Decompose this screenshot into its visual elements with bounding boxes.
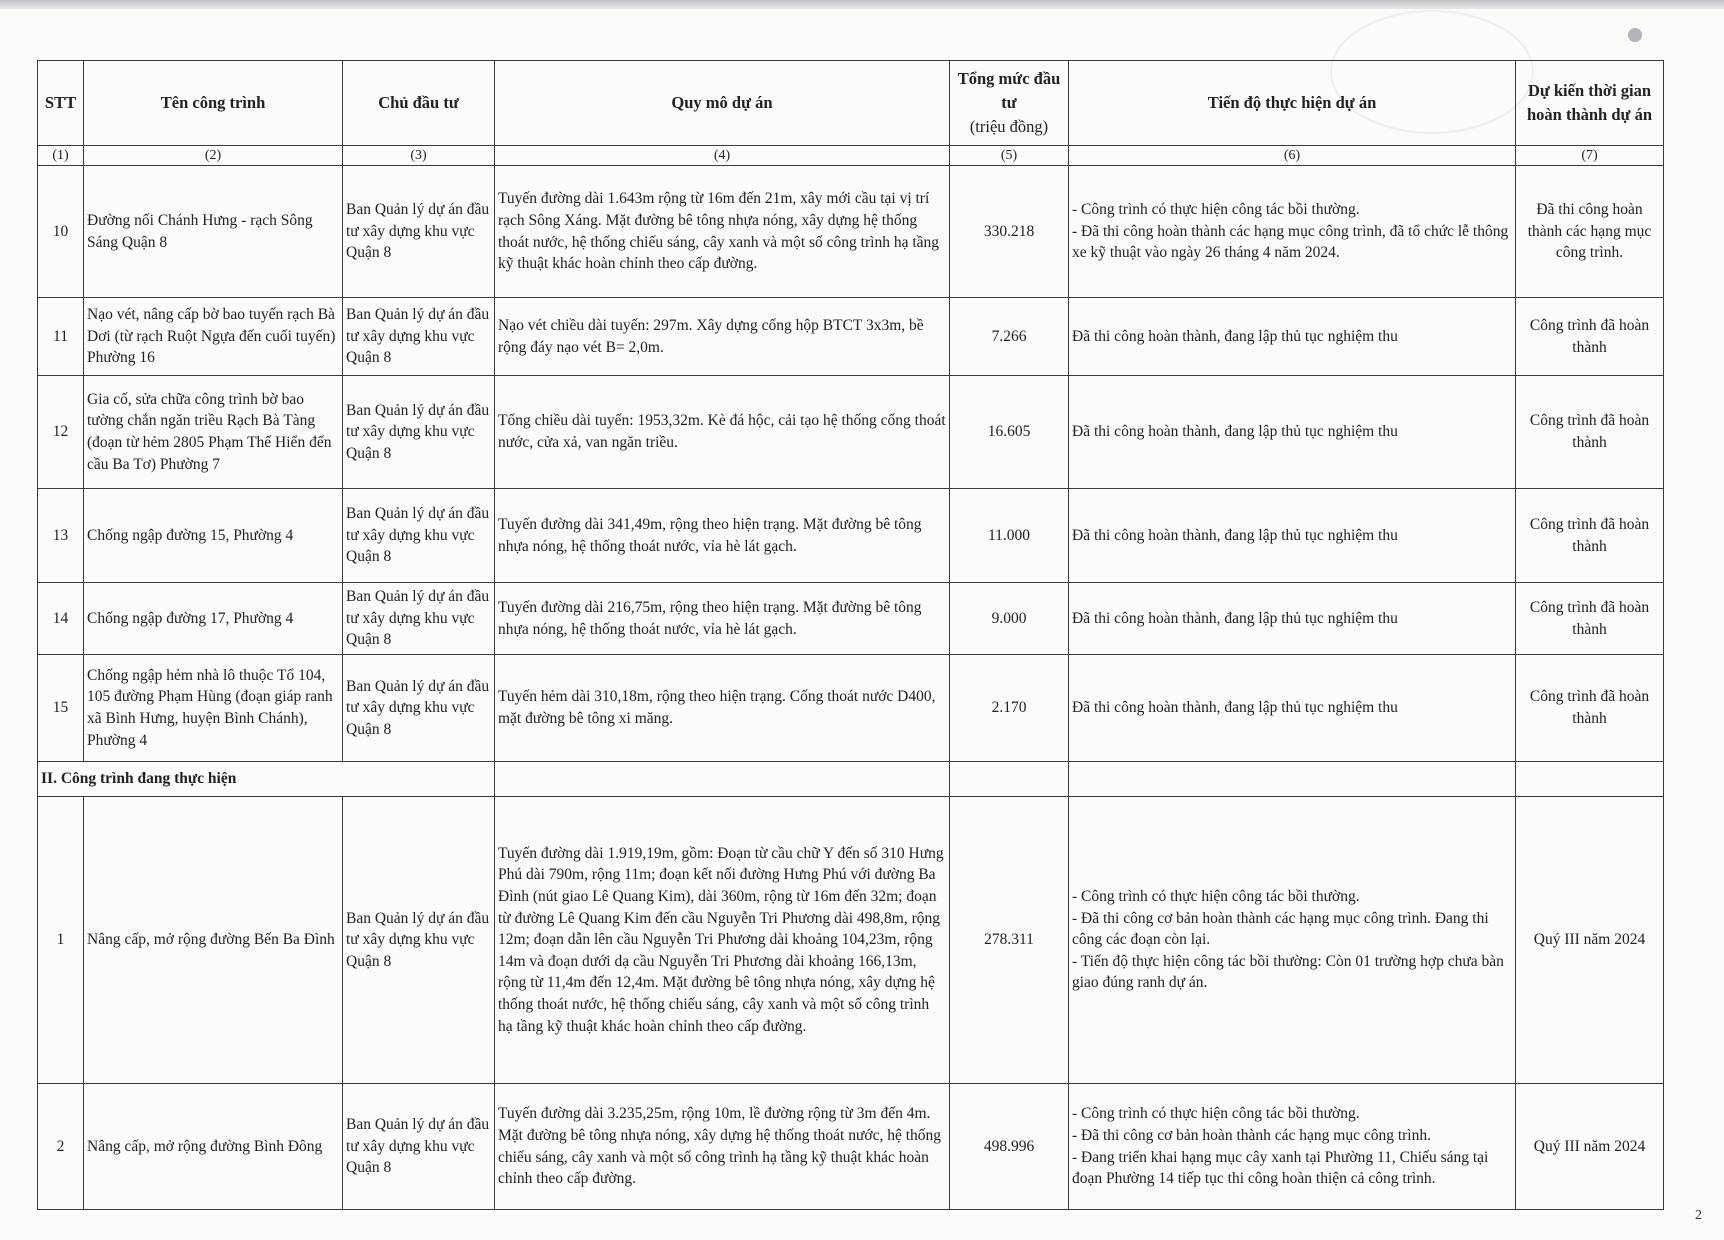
investment-cell: 9.000 (950, 583, 1069, 655)
col-header-chu-dau-tu: Chủ đầu tư (343, 61, 495, 146)
scan-speck (1628, 28, 1642, 42)
progress-cell (1069, 489, 1516, 583)
col-header-tien-do: Tiến độ thực hiện dự án (1069, 61, 1516, 146)
scale-cell: Nạo vét chiều dài tuyến: 297m. Xây dựng cống hộp BTCT 3x3m, bề rộng đáy nạo vét B= 2,0m. (495, 298, 950, 376)
progress-line: - Công trình có thực hiện công tác bồi thường. (1072, 201, 1360, 219)
progress-line: - Công trình có thực hiện công tác bồi thường. (1072, 1105, 1360, 1123)
completion-cell: Công trình đã hoàn thành (1516, 376, 1664, 489)
scale-cell: Tuyến đường dài 3.235,25m, rộng 10m, lề đường rộng từ 3m đến 4m. Mặt đường bê tông nhựa nóng, xây dựng hệ thống thoát nước, hệ thống chiếu sáng, cây xanh và một số công trình hạ tầng kỹ thuật khác hoàn chỉnh theo cấp đường. (495, 1084, 950, 1210)
completion-cell: Công trình đã hoàn thành (1516, 583, 1664, 655)
stt-cell: 12 (38, 376, 84, 489)
investment-cell: 498.996 (950, 1084, 1069, 1210)
progress-cell (1069, 797, 1516, 1084)
stt-cell: 15 (38, 655, 84, 762)
table-row (38, 1084, 1664, 1210)
table-row (38, 166, 1664, 298)
progress-cell (1069, 655, 1516, 762)
scale-cell: Tuyến hẻm dài 310,18m, rộng theo hiện trạng. Cống thoát nước D400, mặt đường bê tông xi măng. (495, 655, 950, 762)
investor-cell: Ban Quản lý dự án đầu tư xây dựng khu vực Quận 8 (343, 166, 495, 298)
table-row (38, 655, 1664, 762)
section-title: II. Công trình đang thực hiện (38, 762, 495, 797)
investor-cell: Ban Quản lý dự án đầu tư xây dựng khu vực Quận 8 (343, 583, 495, 655)
section-blank (950, 762, 1069, 797)
completion-cell: Quý III năm 2024 (1516, 1084, 1664, 1210)
project-name-cell: Nâng cấp, mở rộng đường Bình Đông (84, 1084, 343, 1210)
progress-line: Đã thi công hoàn thành, đang lập thủ tục nghiệm thu (1072, 699, 1398, 717)
investment-cell: 11.000 (950, 489, 1069, 583)
progress-line: Đã thi công hoàn thành, đang lập thủ tục nghiệm thu (1072, 327, 1398, 345)
section-blank (1516, 762, 1664, 797)
progress-cell (1069, 1084, 1516, 1210)
investment-cell: 330.218 (950, 166, 1069, 298)
project-table (37, 60, 1664, 1210)
scan-edge (0, 0, 1724, 9)
investor-cell: Ban Quản lý dự án đầu tư xây dựng khu vực Quận 8 (343, 797, 495, 1084)
investment-cell: 7.266 (950, 298, 1069, 376)
col-header-tong-muc (950, 61, 1069, 146)
completion-cell: Công trình đã hoàn thành (1516, 655, 1664, 762)
scale-cell: Tuyến đường dài 341,49m, rộng theo hiện trạng. Mặt đường bê tông nhựa nóng, hệ thống thoát nước, vỉa hè lát gạch. (495, 489, 950, 583)
completion-cell: Đã thi công hoàn thành các hạng mục công trình. (1516, 166, 1664, 298)
project-name-cell: Nạo vét, nâng cấp bờ bao tuyến rạch Bà Dơi (từ rạch Ruột Ngựa đến cuối tuyến) Phường 16 (84, 298, 343, 376)
investment-cell: 278.311 (950, 797, 1069, 1084)
investment-cell: 16.605 (950, 376, 1069, 489)
section-blank (495, 762, 950, 797)
index-cell: (3) (343, 146, 495, 166)
stt-cell: 10 (38, 166, 84, 298)
project-name-cell: Nâng cấp, mở rộng đường Bến Ba Đình (84, 797, 343, 1084)
progress-line: Đã thi công hoàn thành, đang lập thủ tục nghiệm thu (1072, 423, 1398, 441)
completion-cell: Công trình đã hoàn thành (1516, 489, 1664, 583)
progress-line: - Công trình có thực hiện công tác bồi thường. (1072, 888, 1360, 906)
index-cell: (7) (1516, 146, 1664, 166)
progress-cell (1069, 376, 1516, 489)
index-cell: (4) (495, 146, 950, 166)
project-name-cell: Chống ngập hẻm nhà lô thuộc Tổ 104, 105 đường Phạm Hùng (đoạn giáp ranh xã Bình Hưng, huyện Bình Chánh), Phường 4 (84, 655, 343, 762)
section-row (38, 762, 1664, 797)
table-row (38, 797, 1664, 1084)
progress-line: - Đã thi công cơ bản hoàn thành các hạng mục công trình. Đang thi công các đoạn còn lại. (1072, 909, 1489, 949)
col-header-stt: STT (38, 61, 84, 146)
index-cell: (6) (1069, 146, 1516, 166)
table-row (38, 583, 1664, 655)
progress-line: Đã thi công hoàn thành, đang lập thủ tục nghiệm thu (1072, 609, 1398, 627)
project-name-cell: Chống ngập đường 15, Phường 4 (84, 489, 343, 583)
scale-cell: Tuyến đường dài 216,75m, rộng theo hiện trạng. Mặt đường bê tông nhựa nóng, hệ thống thoát nước, vỉa hè lát gạch. (495, 583, 950, 655)
investor-cell: Ban Quản lý dự án đầu tư xây dựng khu vực Quận 8 (343, 655, 495, 762)
section-blank (1069, 762, 1516, 797)
investor-cell: Ban Quản lý dự án đầu tư xây dựng khu vực Quận 8 (343, 298, 495, 376)
index-cell: (5) (950, 146, 1069, 166)
progress-line: - Đã thi công hoàn thành các hạng mục công trình, đã tổ chức lễ thông xe kỹ thuật vào ngày 26 tháng 4 năm 2024. (1072, 222, 1509, 262)
investment-cell: 2.170 (950, 655, 1069, 762)
progress-line: Đã thi công hoàn thành, đang lập thủ tục nghiệm thu (1072, 526, 1398, 544)
progress-cell (1069, 583, 1516, 655)
index-cell: (2) (84, 146, 343, 166)
investor-cell: Ban Quản lý dự án đầu tư xây dựng khu vực Quận 8 (343, 489, 495, 583)
page-number: 2 (1695, 1208, 1702, 1223)
progress-cell (1069, 298, 1516, 376)
index-cell: (1) (38, 146, 84, 166)
progress-line: - Đã thi công cơ bản hoàn thành các hạng mục công trình. (1072, 1126, 1431, 1144)
project-name-cell: Đường nối Chánh Hưng - rạch Sông Sáng Quận 8 (84, 166, 343, 298)
project-name-cell: Chống ngập đường 17, Phường 4 (84, 583, 343, 655)
tong-muc-unit: (triệu đồng) (969, 117, 1049, 136)
header-row (38, 61, 1664, 146)
scale-cell: Tổng chiều dài tuyến: 1953,32m. Kè đá hộc, cải tạo hệ thống cống thoát nước, cửa xả, van ngăn triều. (495, 376, 950, 489)
stt-cell: 1 (38, 797, 84, 1084)
index-row (38, 146, 1664, 166)
table-row (38, 298, 1664, 376)
col-header-ten: Tên công trình (84, 61, 343, 146)
stt-cell: 13 (38, 489, 84, 583)
progress-line: - Đang triển khai hạng mục cây xanh tại Phường 11, Chiếu sáng tại đoạn Phường 14 tiếp tục thi công hoàn thiện cả công trình. (1072, 1148, 1489, 1188)
tong-muc-label: Tổng mức đầu tư (957, 69, 1061, 112)
investor-cell: Ban Quản lý dự án đầu tư xây dựng khu vực Quận 8 (343, 376, 495, 489)
progress-line: - Tiến độ thực hiện công tác bồi thường: Còn 01 trường hợp chưa bàn giao đúng ranh dự án. (1072, 952, 1504, 992)
scale-cell: Tuyến đường dài 1.919,19m, gồm: Đoạn từ cầu chữ Y đến số 310 Hưng Phú dài 790m, rộng 11m; đoạn kết nối đường Hưng Phú với đường Ba Đình (nút giao Lê Quang Kim), dài 360m, rộng từ 16m đến 32m; đoạn từ đường Lê Quang Kim đến cầu Nguyễn Tri Phương dài 498,8m, rộng 12m; đoạn dẫn lên cầu Nguyễn Tri Phương dài khoảng 104,23m, rộng 14m và đoạn dưới dạ cầu Nguyễn Tri Phương dài khoảng 166,13m, rộng từ 11,4m đến 12,4m. Mặt đường bê tông nhựa nóng, xây dựng hệ thống thoát nước, hệ thống chiếu sáng, cây xanh và một số công trình hạ tầng kỹ thuật khác hoàn chỉnh theo cấp đường. (495, 797, 950, 1084)
col-header-quy-mo: Quy mô dự án (495, 61, 950, 146)
investor-cell: Ban Quản lý dự án đầu tư xây dựng khu vực Quận 8 (343, 1084, 495, 1210)
scale-cell: Tuyến đường dài 1.643m rộng từ 16m đến 21m, xây mới cầu tại vị trí rạch Sông Xáng. Mặt đường bê tông nhựa nóng, xây dựng hệ thống thoát nước, hệ thống chiếu sáng, cây xanh và một số công trình hạ tầng kỹ thuật khác hoàn chỉnh theo cấp đường. (495, 166, 950, 298)
table-row (38, 376, 1664, 489)
stt-cell: 14 (38, 583, 84, 655)
stt-cell: 11 (38, 298, 84, 376)
table-row (38, 489, 1664, 583)
progress-cell (1069, 166, 1516, 298)
stt-cell: 2 (38, 1084, 84, 1210)
completion-cell: Công trình đã hoàn thành (1516, 298, 1664, 376)
col-header-du-kien: Dự kiến thời gian hoàn thành dự án (1516, 61, 1664, 146)
completion-cell: Quý III năm 2024 (1516, 797, 1664, 1084)
project-name-cell: Gia cố, sửa chữa công trình bờ bao tường chắn ngăn triều Rạch Bà Tàng (đoạn từ hẻm 2805 Phạm Thế Hiển đến cầu Ba Tơ) Phường 7 (84, 376, 343, 489)
